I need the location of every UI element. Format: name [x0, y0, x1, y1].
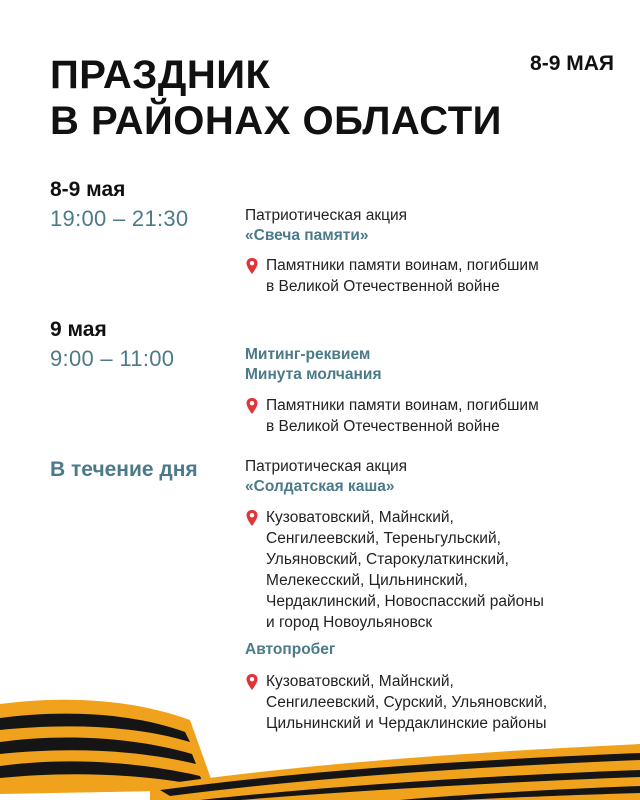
event-location [245, 395, 615, 437]
event-name-line-1: Митинг-реквием [245, 346, 371, 363]
event-name: «Солдатская каша» [245, 478, 395, 495]
location-line: Мелекесский, Цильнинский, [266, 572, 468, 589]
location-pin-icon [245, 257, 259, 275]
event-title [245, 206, 615, 246]
location-pin-icon [245, 509, 259, 527]
location-line: в Великой Отечественной войне [266, 418, 500, 435]
event-date: 9 мая [50, 318, 107, 341]
event-extra-name: Автопробег [245, 641, 336, 658]
location-line: Кузоватовский, Майнский, [266, 509, 454, 526]
event-when: В течение дня [50, 458, 198, 481]
event-time: 9:00 – 11:00 [50, 346, 175, 371]
location-line: в Великой Отечественной войне [266, 278, 500, 295]
location-line: Памятники памяти воинам, погибшим [266, 397, 539, 414]
location-line: Сенгилеевский, Тереньгульский, [266, 530, 501, 547]
location-line: Чердаклинский, Новоспасский районы [266, 593, 544, 610]
location-line: Кузоватовский, Майнский, [266, 673, 454, 690]
title-line-1: ПРАЗДНИК [50, 53, 271, 97]
event-date: 8-9 мая [50, 178, 126, 201]
date-badge: 8-9 МАЯ [530, 52, 614, 75]
location-line: Сенгилеевский, Сурский, Ульяновский, [266, 694, 548, 711]
event-location [245, 255, 615, 297]
event-location [245, 507, 615, 633]
event-time: 19:00 – 21:30 [50, 206, 189, 231]
event-name: «Свеча памяти» [245, 227, 369, 244]
st-george-ribbon [0, 690, 640, 800]
event-kind: Патриотическая акция [245, 207, 408, 224]
event-extra-title [245, 640, 615, 660]
event-kind: Патриотическая акция [245, 458, 408, 475]
event-title [245, 345, 615, 385]
location-line: Ульяновский, Старокулаткинский, [266, 551, 509, 568]
location-line: Памятники памяти воинам, погибшим [266, 257, 539, 274]
location-line: Цильнинский и Чердаклинские районы [266, 715, 547, 732]
title-line-2: В РАЙОНАХ ОБЛАСТИ [50, 99, 502, 143]
location-pin-icon [245, 397, 259, 415]
location-pin-icon [245, 673, 259, 691]
event-name-line-2: Минута молчания [245, 366, 382, 383]
location-line: и город Новоульяновск [266, 614, 433, 631]
page-title [50, 52, 502, 144]
event-title [245, 457, 615, 497]
